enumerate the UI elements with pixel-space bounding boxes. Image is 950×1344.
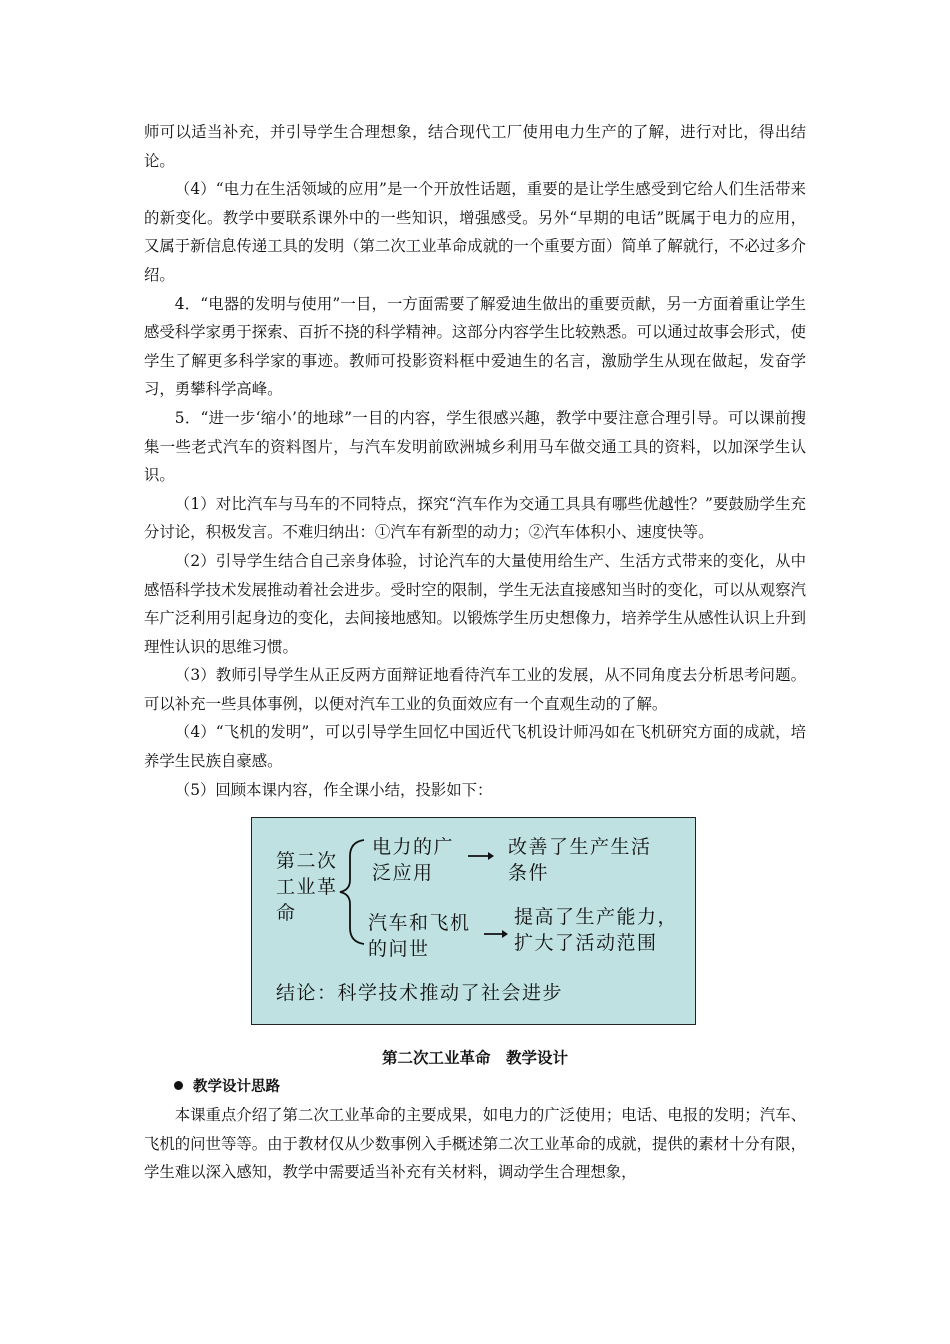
paragraph: 5．“进一步‘缩小’的地球”一目的内容，学生很感兴趣，教学中要注意合理引导。可以课前搜集一些老式汽车的资料图片，与汽车发明前欧洲城乡利用马车做交通工具的资料，以加深学生认识。 bbox=[144, 408, 806, 485]
cause-1-label bbox=[372, 834, 454, 886]
paragraph: （4）“飞机的发明”，可以引导学生回忆中国近代飞机设计师冯如在飞机研究方面的成就，培养学生民族自豪感。 bbox=[144, 723, 806, 771]
cause-2-line-2: 的问世 bbox=[368, 938, 430, 961]
effect-2-line-2: 扩大了活动范围 bbox=[514, 932, 658, 955]
paragraph: （1）对比汽车与马车的不同特点，探究“汽车作为交通工具具有哪些优越性？”要鼓励学生充分讨论，积极发言。不难归纳出：①汽车有新型的动力；②汽车体积小、速度快等。 bbox=[144, 494, 806, 542]
cause-1-line-2: 泛应用 bbox=[372, 862, 434, 885]
paragraph: （5）回顾本课内容，作全课小结，投影如下： bbox=[174, 780, 493, 799]
cause-1-line-1: 电力的广 bbox=[372, 836, 455, 859]
paragraph-list bbox=[144, 118, 806, 804]
effect-1-line-1: 改善了生产生活 bbox=[508, 836, 652, 859]
document-page bbox=[144, 118, 806, 1187]
summary-diagram bbox=[251, 817, 696, 1025]
effect-1-line-2: 条件 bbox=[508, 862, 550, 885]
brace-shape bbox=[340, 840, 364, 944]
section-heading: 第二次工业革命 教学设计 bbox=[381, 1049, 568, 1068]
root-line-1: 第二次 bbox=[276, 850, 338, 873]
effect-1-label bbox=[508, 834, 652, 886]
cause-2-line-1: 汽车和飞机 bbox=[368, 912, 471, 935]
paragraph: （3）教师引导学生从正反两方面辩证地看待汽车工业的发展，从不同角度去分析思考问题。可以补充一些具体事例，以便对汽车工业的负面效应有一个直观生动的了解。 bbox=[144, 666, 806, 713]
root-line-2: 工业革 bbox=[276, 876, 338, 899]
paragraph: 师可以适当补充，并引导学生合理想象，结合现代工厂使用电力生产的了解，进行对比，得出结论。 bbox=[144, 123, 806, 170]
paragraph: （4）“电力在生活领域的应用”是一个开放性话题，重要的是让学生感受到它给人们生活带来的新变化。教学中要联系课外中的一些知识，增强感受。另外“早期的电话”既属于电力的应用，又属于新信息传递工具的发明（第二次工业革命成就的一个重要方面）简单了解就行，不必过多介绍。 bbox=[144, 180, 806, 284]
subsection-title-text: 教学设计思路 bbox=[193, 1079, 280, 1096]
diagram-conclusion: 结论：科学技术推动了社会进步 bbox=[276, 982, 564, 1005]
arrow-2-head bbox=[502, 930, 508, 938]
arrow-1-head bbox=[488, 852, 494, 860]
closing-paragraph: 本课重点介绍了第二次工业革命的主要成果，如电力的广泛使用；电话、电报的发明；汽车、飞机的问世等等。由于教材仅从少数事例入手概述第二次工业革命的成就，提供的素材十分有限，学生难以深入感知，教学中需要适当补充有关材料，调动学生合理想象， bbox=[144, 1106, 806, 1182]
effect-2-line-1: 提高了生产能力， bbox=[514, 906, 679, 929]
effect-2-label bbox=[514, 904, 678, 956]
paragraph: 4．“电器的发明与使用”一目，一方面需要了解爱迪生做出的重要贡献，另一方面着重让学生感受科学家勇于探索、百折不挠的科学精神。这部分内容学生比较熟悉。可以通过故事会形式，使学生了解更多科学家的事迹。教师可投影资料框中爱迪生的名言，激励学生从现在做起，发奋学习，勇攀科学高峰。 bbox=[144, 294, 806, 399]
diagram-root-label bbox=[276, 848, 338, 926]
root-line-3: 命 bbox=[276, 902, 297, 925]
paragraph: （2）引导学生结合自己亲身体验，讨论汽车的大量使用给生产、生活方式带来的变化，从中感悟科学技术发展推动着社会进步。受时空的限制，学生无法直接感知当时的变化，可以从观察汽车广泛利用引起身边的变化，去间接地感知。以锻炼学生历史想像力，培养学生从感性认识上升到理性认识的思维习惯。 bbox=[144, 551, 806, 656]
cause-2-label bbox=[368, 910, 471, 962]
bullet-icon bbox=[174, 1081, 183, 1090]
subsection-title bbox=[174, 1073, 806, 1101]
